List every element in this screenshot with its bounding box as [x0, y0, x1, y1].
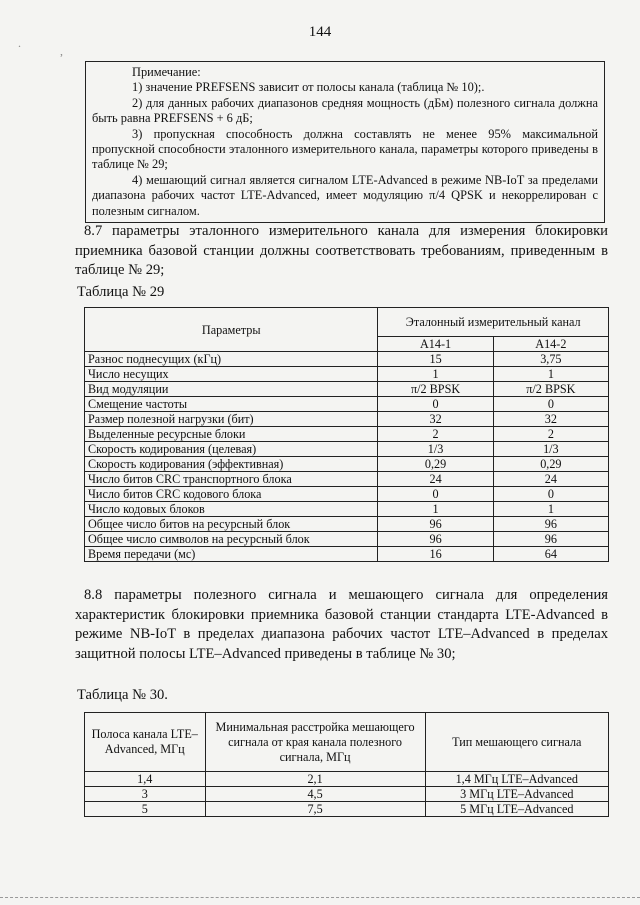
table-row	[85, 308, 609, 337]
row-param: Разнос поднесущих (кГц)	[85, 352, 378, 367]
row-param: Число битов CRC транспортного блока	[85, 472, 378, 487]
row-value-a14-2: 0	[493, 487, 608, 502]
page-bottom-rule	[0, 897, 640, 900]
row-value-a14-1: 0,29	[378, 457, 493, 472]
section-8-7-text: 8.7 параметры эталонного измерительного канала для измерения блокировки приемника базовой станции должны соответствовать требованиям, приведенным в таблице № 29;	[75, 223, 608, 278]
row-value-a14-2: 0	[493, 397, 608, 412]
header-interferer-type: Тип мешающего сигнала	[425, 713, 608, 772]
row-value-a14-1: 15	[378, 352, 493, 367]
row-param: Выделенные ресурсные блоки	[85, 427, 378, 442]
table-row	[85, 367, 609, 382]
row-param: Скорость кодирования (эффективная)	[85, 457, 378, 472]
row-value-a14-1: 32	[378, 412, 493, 427]
row-param: Время передачи (мс)	[85, 547, 378, 562]
row-param: Число несущих	[85, 367, 378, 382]
row-value-a14-1: 24	[378, 472, 493, 487]
header-a14-2: A14-2	[493, 337, 608, 352]
row-offset: 7,5	[205, 802, 425, 817]
row-offset: 4,5	[205, 787, 425, 802]
row-interferer-type: 1,4 МГц LTE–Advanced	[425, 772, 608, 787]
table-row	[85, 427, 609, 442]
row-param: Общее число символов на ресурсный блок	[85, 532, 378, 547]
table-row	[85, 457, 609, 472]
row-value-a14-1: π/2 BPSK	[378, 382, 493, 397]
row-value-a14-1: 0	[378, 487, 493, 502]
row-param: Скорость кодирования (целевая)	[85, 442, 378, 457]
row-interferer-type: 3 МГц LTE–Advanced	[425, 787, 608, 802]
table-row	[85, 442, 609, 457]
row-value-a14-2: 64	[493, 547, 608, 562]
row-value-a14-2: 1/3	[493, 442, 608, 457]
row-param: Размер полезной нагрузки (бит)	[85, 412, 378, 427]
header-reference-channel: Эталонный измерительный канал	[378, 308, 609, 337]
row-value-a14-1: 1/3	[378, 442, 493, 457]
margin-mark: .	[18, 36, 21, 50]
row-value-a14-2: 32	[493, 412, 608, 427]
row-value-a14-1: 2	[378, 427, 493, 442]
table-29	[84, 307, 609, 562]
table-row	[85, 502, 609, 517]
table-row	[85, 487, 609, 502]
row-bandwidth: 1,4	[85, 772, 206, 787]
header-a14-1: A14-1	[378, 337, 493, 352]
note-title: Примечание:	[132, 65, 201, 79]
table-row	[85, 382, 609, 397]
note-item-2: 2) для данных рабочих диапазонов средняя мощность (дБм) полезного сигнала должна быть равна PREFSENS + 6 дБ;	[92, 95, 598, 126]
row-value-a14-2: 96	[493, 517, 608, 532]
row-value-a14-1: 16	[378, 547, 493, 562]
row-value-a14-2: 24	[493, 472, 608, 487]
table-row	[85, 532, 609, 547]
row-value-a14-2: 1	[493, 367, 608, 382]
table-30	[84, 712, 609, 817]
row-param: Число битов CRC кодового блока	[85, 487, 378, 502]
table-row	[85, 802, 609, 817]
row-value-a14-2: 1	[493, 502, 608, 517]
table-row	[85, 772, 609, 787]
row-interferer-type: 5 МГц LTE–Advanced	[425, 802, 608, 817]
row-bandwidth: 5	[85, 802, 206, 817]
table-row	[85, 547, 609, 562]
row-value-a14-2: 0,29	[493, 457, 608, 472]
note-box	[85, 61, 605, 223]
row-value-a14-1: 1	[378, 367, 493, 382]
row-param: Число кодовых блоков	[85, 502, 378, 517]
row-value-a14-2: 2	[493, 427, 608, 442]
table-row	[85, 787, 609, 802]
row-value-a14-2: 3,75	[493, 352, 608, 367]
table-29-caption: Таблица № 29	[77, 284, 165, 300]
section-8-8-text: 8.8 параметры полезного сигнала и мешающего сигнала для определения характеристик блокировки приемника базовой станции стандарта LTE-Advanced в режиме NB-IoT в пределах диапазона рабочих частот LTE–Advanced в пределах защитной полосы LTE–Advanced приведены в таблице № 30;	[75, 587, 608, 662]
row-value-a14-1: 0	[378, 397, 493, 412]
section-8-8	[75, 586, 608, 664]
header-min-offset: Минимальная расстройка мешающего сигнала от края канала полезного сигнала, МГц	[205, 713, 425, 772]
row-param: Смещение частоты	[85, 397, 378, 412]
table-30-caption: Таблица № 30.	[77, 687, 168, 703]
section-8-7	[75, 222, 608, 281]
row-param: Общее число битов на ресурсный блок	[85, 517, 378, 532]
row-value-a14-1: 1	[378, 502, 493, 517]
row-bandwidth: 3	[85, 787, 206, 802]
header-channel-bandwidth: Полоса канала LTE–Advanced, МГц	[85, 713, 206, 772]
row-value-a14-1: 96	[378, 532, 493, 547]
header-parameters: Параметры	[85, 308, 378, 352]
table-row	[85, 517, 609, 532]
page-number: 144	[308, 24, 332, 40]
table-row	[85, 412, 609, 427]
row-value-a14-2: π/2 BPSK	[493, 382, 608, 397]
table-row	[85, 397, 609, 412]
note-item-1: 1) значение PREFSENS зависит от полосы канала (таблица № 10);.	[132, 80, 485, 95]
note-item-4: 4) мешающий сигнал является сигналом LTE-Advanced в режиме NB-IoT за пределами диапазона рабочих частот LTE-Advanced, имеет модуляцию π/4 QPSK и некоррелирован с полезным сигналом.	[92, 172, 598, 218]
row-param: Вид модуляции	[85, 382, 378, 397]
row-value-a14-2: 96	[493, 532, 608, 547]
row-offset: 2,1	[205, 772, 425, 787]
note-item-3: 3) пропускная способность должна составлять не менее 95% максимальной пропускной способности эталонного измерительного канала, параметры которого приведены в таблице № 29;	[92, 126, 598, 172]
table-row	[85, 713, 609, 772]
table-row	[85, 472, 609, 487]
table-row	[85, 352, 609, 367]
margin-mark: ,	[60, 44, 63, 58]
row-value-a14-1: 96	[378, 517, 493, 532]
